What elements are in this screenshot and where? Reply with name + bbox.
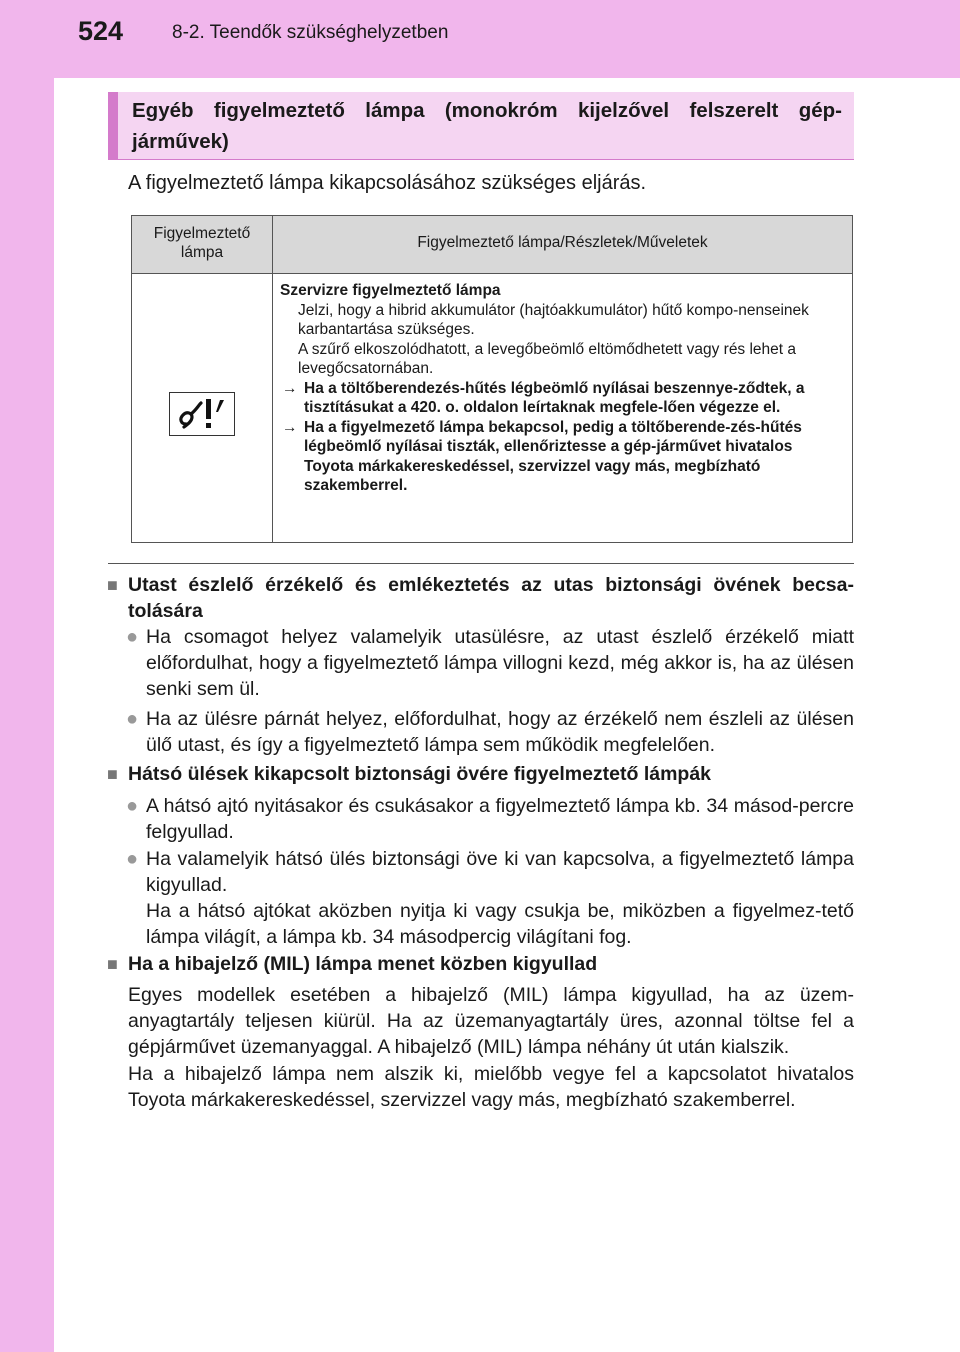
square-bullet-icon: ■ — [107, 764, 118, 784]
section-intro: A figyelmeztető lámpa kikapcsolásához szükséges eljárás. — [128, 172, 647, 194]
warning-light-table — [131, 215, 853, 543]
square-bullet-icon: ■ — [107, 954, 118, 974]
note-item: ● Ha az ülésre párnát helyez, előfordulhat, hogy az érzékelő nem észleli az ülésen ülő utast, és így a figyelmeztető lámpa sem működik megfelelően. — [126, 708, 854, 756]
action-text: Ha a töltőberendezés-hűtés légbeömlő nyílásai beszennye-ződtek, a tisztításukat a 420. o. oldalon leírtaknak megfele-lően végezze el. — [304, 379, 805, 416]
note-heading: ■ Ha a hibajelző (MIL) lámpa menet közben kigyullad — [107, 953, 598, 975]
side-color-band — [0, 0, 54, 1352]
page-number: 524 — [78, 16, 124, 46]
note-item: ● A hátsó ajtó nyitásakor és csukásakor a figyelmeztető lámpa kb. 34 másod-percre felgyullad. — [126, 795, 854, 843]
table-column-divider — [272, 216, 273, 542]
circle-bullet-icon: ● — [126, 626, 139, 648]
note-item: ● Ha valamelyik hátsó ülés biztonsági öve ki van kapcsolva, a figyelmeztető lámpa kigyullad. Ha a hátsó ajtókat aközben nyitja ki vagy csukja be, miközben a figyelmez-tető lámpa világít, a lámpa kb. 34 másodpercig világítani fog. — [126, 848, 854, 948]
note-item: ● Ha csomagot helyez valamelyik utasülésre, az utast észlelő érzékelő miatt előfordulhat, hogy a figyelmeztető lámpa villogni kezd, még akkor is, ha az ülésen senki sem ül. — [126, 626, 854, 700]
note-extra: Ha a hátsó ajtókat aközben nyitja ki vagy csukja be, miközben a figyelmez-tető lámpa világít, a lámpa kb. 34 másodpercig világítani fog. — [146, 900, 854, 948]
note-heading: ■ Hátsó ülések kikapcsolt biztonsági övére figyelmeztető lámpák — [107, 763, 712, 785]
circle-bullet-icon: ● — [126, 848, 139, 870]
section-heading-box — [108, 92, 854, 160]
service-warning-icon — [169, 392, 235, 436]
section-divider — [108, 563, 854, 564]
chapter-title: 8-2. Teendők szükséghelyzetben — [172, 22, 449, 43]
note-heading: ■ Utast észlelő érzékelő és emlékeztetés az utas biztonsági övének becsa-tolására — [107, 574, 854, 622]
table-details-cell — [280, 281, 840, 496]
table-header-row — [132, 216, 852, 274]
warning-description: Jelzi, hogy a hibrid akkumulátor (hajtóakkumulátor) hűtő kompo-nenseinek karbantartása szükséges. — [298, 301, 809, 338]
circle-bullet-icon: ● — [126, 708, 139, 730]
square-bullet-icon: ■ — [107, 575, 118, 595]
note-paragraph: Egyes modellek esetében a hibajelző (MIL) lámpa kigyullad, ha az üzem-anyagtartály teljesen kiürül. Ha az üzemanyagtartály üres, azonnal töltse fel a gépjárművet üzemanyaggal. A hibajelző (MIL) lámpa néhány út után kialszik. — [128, 984, 854, 1058]
note-paragraph: Ha a hibajelző lámpa nem alszik ki, mielőbb vegye fel a kapcsolatot hivatalos Toyota márkakereskedéssel, szervizzel vagy más, megbízható szakemberrel. — [128, 1063, 854, 1111]
action-text: Ha a figyelmezető lámpa bekapcsol, pedig a töltőberende-zés-hűtés légbeömlő nyílásai tiszták, ellenőriztesse a gép-járművet hivatalos Toyota márkakereskedéssel, szervizzel vagy más, megbízható szakemberrel. — [304, 418, 802, 494]
table-header-details: Figyelmeztető lámpa/Részletek/Műveletek — [417, 234, 708, 251]
circle-bullet-icon: ● — [126, 795, 139, 817]
action-item — [280, 379, 840, 418]
arrow-icon: → — [282, 379, 298, 397]
table-header-light: Figyelmeztető lámpa — [153, 225, 251, 261]
section-title: Egyéb figyelmeztető lámpa (monokróm kijelzővel felszerelt gép-járművek) — [132, 99, 842, 153]
arrow-icon: → — [282, 418, 298, 436]
warning-cause: A szűrő elkoszolódhatott, a levegőbeömlő eltömődhetett vagy rés lehet a levegőcsatornában. — [298, 340, 797, 377]
warning-title: Szervizre figyelmeztető lámpa — [280, 282, 501, 299]
action-item — [280, 418, 840, 496]
